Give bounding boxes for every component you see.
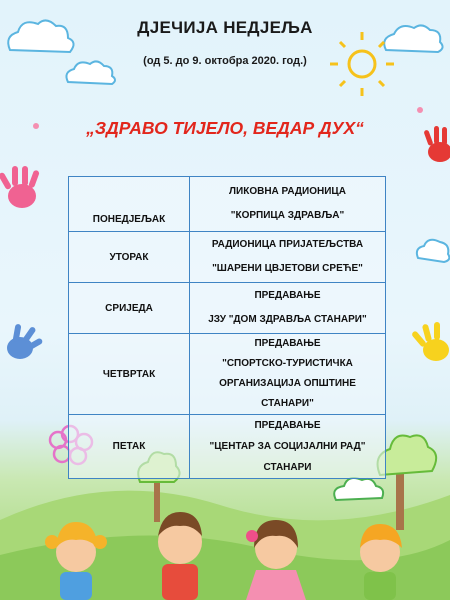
day-cell: УТОРАК (69, 232, 190, 283)
page-title: ДЈЕЧИЈА НЕДЈЕЉА (137, 18, 313, 37)
activity-line: "ШАРЕНИ ЦВЈЕТОВИ СРЕЋЕ" (212, 263, 363, 274)
activity-line: СТАНАРИ (263, 462, 312, 473)
activity-cell (190, 232, 386, 283)
child-icon (158, 512, 202, 600)
activity-line: ПРЕДАВАЊЕ (254, 290, 321, 301)
schedule-table (68, 176, 386, 479)
handprint-icon (7, 324, 43, 359)
activity-cell (190, 283, 386, 334)
handprint-icon (411, 322, 449, 361)
table-row (69, 334, 386, 415)
activity-line: "КОРПИЦА ЗДРАВЉА" (230, 210, 345, 221)
activity-line: РАДИОНИЦА ПРИЈАТЕЉСТВА (211, 239, 364, 250)
child-icon (360, 524, 402, 600)
activity-cell (190, 177, 386, 232)
day-cell: ЧЕТВРТАК (69, 334, 190, 415)
activity-line: ЈЗУ "ДОМ ЗДРАВЉА СТАНАРИ" (208, 314, 367, 325)
activity-line: "СПОРТСКО-ТУРИСТИЧКА (222, 358, 353, 369)
activity-line: ЛИКОВНА РАДИОНИЦА (229, 186, 346, 197)
cloud-icon (417, 240, 449, 262)
activity-line: ПРЕДАВАЊЕ (254, 338, 321, 349)
day-cell: СРИЈЕДА (69, 283, 190, 334)
activity-line: "ЦЕНТАР ЗА СОЦИЈАЛНИ РАД" (209, 441, 366, 452)
activity-cell (190, 415, 386, 479)
cloud-icon (334, 478, 383, 500)
table-row (69, 177, 386, 232)
motto: „ЗДРАВО ТИЈЕЛО, ВЕДАР ДУХ“ (86, 118, 364, 138)
table-row (69, 415, 386, 479)
handprint-icon (0, 166, 40, 208)
table-row (69, 232, 386, 283)
day-cell: ПЕТАК (69, 415, 190, 479)
activity-line: ПРЕДАВАЊЕ (254, 420, 321, 431)
date-range: (од 5. до 9. октобра 2020. год.) (143, 55, 307, 67)
day-cell: ПОНЕДЈЕЉАК (69, 177, 190, 232)
activity-line: ОРГАНИЗАЦИЈА ОПШТИНЕ СТАНАРИ" (219, 378, 356, 409)
activity-cell (190, 334, 386, 415)
table-row (69, 283, 386, 334)
